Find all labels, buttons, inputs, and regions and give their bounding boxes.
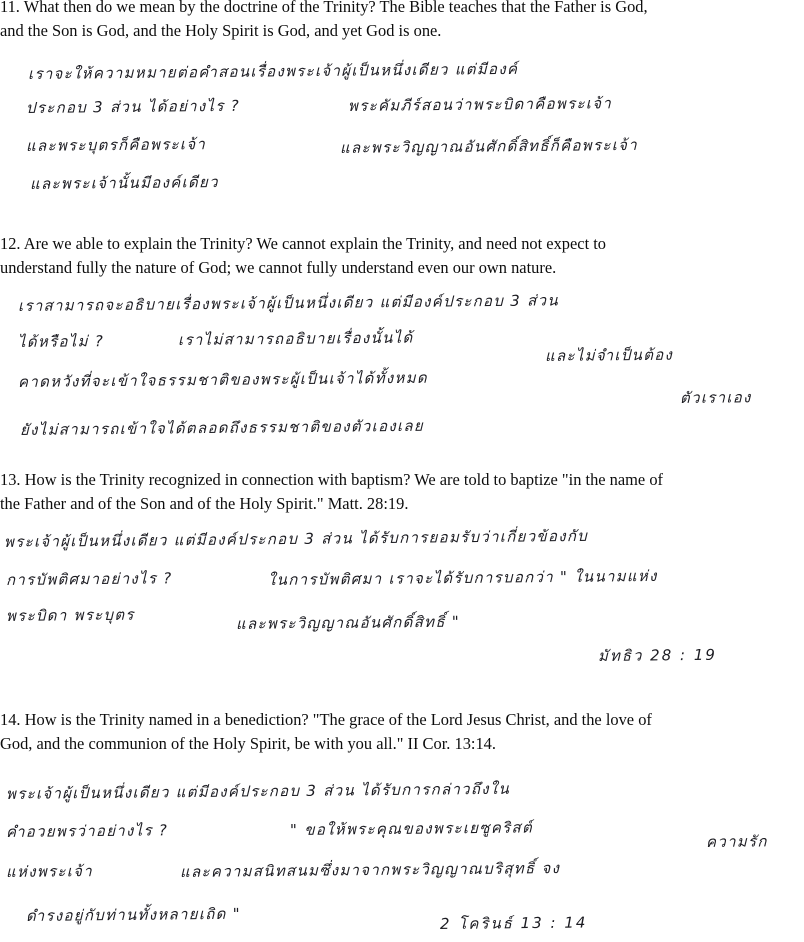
q11-hand-line-2a: ประกอบ 3 ส่วน ได้อย่างไร ? <box>25 96 241 117</box>
q11-hand-line-1: เราจะให้ความหมายต่อคำสอนเรื่องพระเจ้าผู้เป็นหนึ่งเดียว แต่มีองค์ <box>27 59 519 83</box>
q14-hand-line-2c: ความรัก <box>705 832 768 851</box>
q11-hand-line-3a: และพระบุตรก็คือพระเจ้า <box>25 135 207 155</box>
q12-hand-line-3a: คาดหวังที่จะเข้าใจธรรมชาติของพระผู้เป็นเจ้าได้ทั้งหมด <box>17 368 428 391</box>
q14-hand-line-3b: และความสนิทสนมซึ่งมาจากพระวิญญาณบริสุทธิ์ จง <box>179 859 561 881</box>
question-14-line-1: 14. How is the Trinity named in a benediction? "The grace of the Lord Jesus Christ, and the love of <box>0 710 652 729</box>
q14-hand-line-2b: " ขอให้พระคุณของพระเยซูคริสต์ <box>289 818 534 839</box>
q14-hand-line-4a: ดำรงอยู่กับท่านทั้งหลายเถิด " <box>25 904 242 925</box>
question-12-line-1: 12. Are we able to explain the Trinity? We cannot explain the Trinity, and need not expect to <box>0 234 607 253</box>
question-13-line-2: the Father and of the Son and of the Holy Spirit." Matt. 28:19. <box>0 494 409 513</box>
q14-hand-line-1: พระเจ้าผู้เป็นหนึ่งเดียว แต่มีองค์ประกอบ 3 ส่วน ได้รับการกล่าวถึงใน <box>5 779 511 803</box>
q12-hand-line-2b: เราไม่สามารถอธิบายเรื่องนั้นได้ <box>177 328 414 349</box>
question-14-line-2: God, and the communion of the Holy Spirit, be with you all." II Cor. 13:14. <box>0 734 496 753</box>
question-13-line-1: 13. How is the Trinity recognized in connection with baptism? We are told to baptize "in the name of <box>0 470 664 489</box>
q12-hand-line-1: เราสามารถจะอธิบายเรื่องพระเจ้าผู้เป็นหนึ่งเดียว แต่มีองค์ประกอบ 3 ส่วน <box>17 291 559 315</box>
question-12-line-2: understand fully the nature of God; we cannot fully understand even our own nature. <box>0 258 557 277</box>
q13-hand-reference: มัทธิว 28 : 19 <box>597 645 717 665</box>
q12-hand-line-2a: ได้หรือไม่ ? <box>17 332 105 351</box>
q13-hand-line-1: พระเจ้าผู้เป็นหนึ่งเดียว แต่มีองค์ประกอบ 3 ส่วน ได้รับการยอมรับว่าเกี่ยวข้องกับ <box>3 526 589 551</box>
q12-hand-line-3b: ตัวเราเอง <box>679 388 752 407</box>
q13-hand-line-2b: ในการบัพติศมา เราจะได้รับการบอกว่า " ในนามแห่ง <box>267 566 658 589</box>
q13-hand-line-3a: พระบิดา พระบุตร <box>5 605 135 625</box>
q13-hand-line-3b: และพระวิญญาณอันศักดิ์สิทธิ์ " <box>235 612 461 633</box>
question-14-printed <box>0 708 804 756</box>
question-11-printed <box>0 0 804 43</box>
q12-hand-line-2c: และไม่จำเป็นต้อง <box>544 345 674 365</box>
q12-hand-line-4: ยังไม่สามารถเข้าใจได้ตลอดถึงธรรมชาติของตัวเองเลย <box>19 416 425 439</box>
q14-hand-line-3a: แห่งพระเจ้า <box>5 862 94 881</box>
question-12-printed <box>0 232 804 280</box>
q11-hand-line-4: และพระเจ้านั้นมีองค์เดียว <box>29 173 219 193</box>
q11-hand-line-2b: พระคัมภีร์สอนว่าพระบิดาคือพระเจ้า <box>347 94 613 115</box>
question-11-line-2: and the Son is God, and the Holy Spirit is God, and yet God is one. <box>0 21 442 40</box>
q13-hand-line-2a: การบัพติศมาอย่างไร ? <box>5 569 173 589</box>
question-13-printed <box>0 468 804 516</box>
q14-hand-line-2a: คำอวยพรว่าอย่างไร ? <box>5 821 169 841</box>
q11-hand-line-3b: และพระวิญญาณอันศักดิ์สิทธิ์ก็คือพระเจ้า <box>339 135 638 157</box>
question-11-line-1: 11. What then do we mean by the doctrine of the Trinity? The Bible teaches that the Father is God, <box>0 0 648 16</box>
q14-hand-reference: 2 โครินธ์ 13 : 14 <box>439 913 588 933</box>
